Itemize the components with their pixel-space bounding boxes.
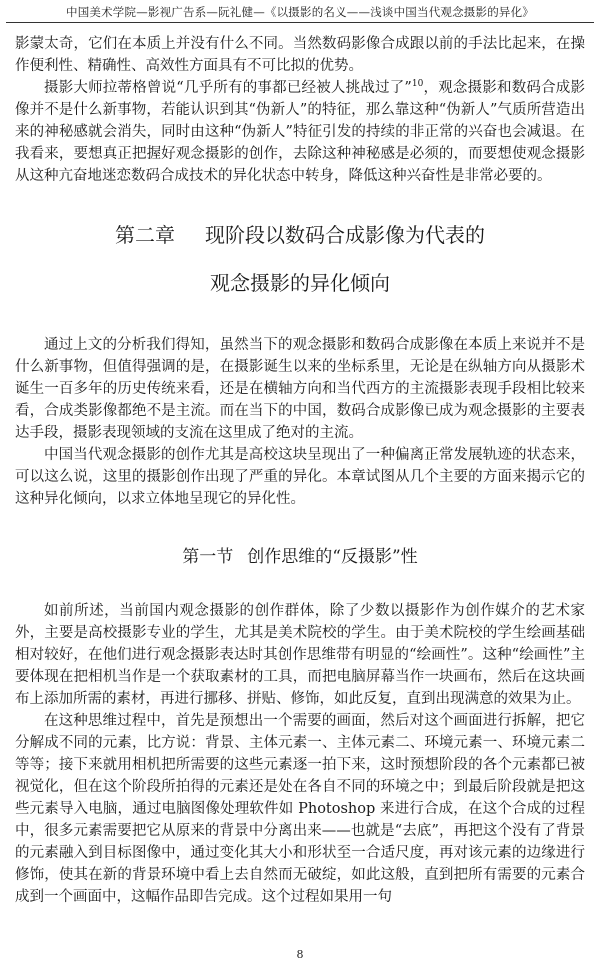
paragraph-2-text-b: ，观念摄影和数码合成影像并不是什么新事物，若能认识到其“伪新人”的特征，那么靠这种“伪新人”气质所营造出来的神秘感就会消失，同时由这种“伪新人”特征引发的持续的非正常的兴奋也会减退。在我看来，要想真正把握好观念摄影的创作，去除这种神秘感是必须的，而要想使观念摄影从这种亢奋地迷恋数码合成技术的异化状态中转身，降低这种兴奋性是非常必要的。 — [15, 80, 586, 184]
chapter-title-line1: 现阶段以数码合成影像为代表的 — [205, 223, 485, 247]
paragraph-6: 在这种思维过程中，首先是预想出一个需要的画面，然后对这个画面进行拆解，把它分解成不同的元素，比方说：背景、主体元素一、主体元素二、环境元素一、环境元素二等等；接下来就用相机把所需要的这些元素逐一拍下来，这时预想阶段的各个元素都已被视觉化，但在这个阶段所拍得的元素还是处在各自不同的环境之中；到最后阶段就是把这些元素导入电脑，通过电脑图像处理软件如 Photoshop 来进行合成，在这个合成的过程中，很多元素需要把它从原来的背景中分离出来——也就是“去底”，再把这个没有了背景的元素融入到目标图像中，通过变化其大小和形状至一合适尺度，再对该元素的边缘进行修饰，使其在新的背景环境中看上去自然而无破绽，如此这般，直到把所有需要的元素合成到一个画面中，这幅作品即告完成。这个过程如果用一句 — [15, 713, 585, 905]
section-heading — [15, 544, 585, 570]
paragraph-2 — [15, 77, 585, 187]
paragraph-1: 影蒙太奇，它们在本质上并没有什么不同。当然数码影像合成跟以前的手法比起来，在操作便利性、精确性、高效性方面具有不可比拟的优势。 — [15, 36, 585, 74]
paragraph-2-text-a: 摄影大师拉蒂格曾说“几乎所有的事都已经被人挑战过了” — [44, 80, 412, 96]
section-title: 创作思维的“反摄影”性 — [247, 547, 418, 567]
paragraph-4: 中国当代观念摄影的创作尤其是高校这块呈现出了一种偏离正常发展轨迹的状态来，可以这么说，这里的摄影创作出现了严重的异化。本章试图从几个主要的方面来揭示它的这种异化倾向，以求立体地呈现它的异化性。 — [15, 447, 585, 507]
chapter-number: 第二章 — [115, 223, 175, 247]
footnote-marker[interactable]: 10 — [411, 79, 424, 90]
header-rule — [6, 22, 594, 23]
page-body — [15, 33, 585, 908]
page-number: 8 — [296, 948, 304, 961]
chapter-heading — [15, 220, 585, 298]
paragraph-3: 通过上文的分析我们得知，虽然当下的观念摄影和数码合成影像在本质上来说并不是什么新事物，但值得强调的是，在摄影诞生以来的坐标系里，无论是在纵轴方向从摄影术诞生一百多年的历史传统来看，还是在横轴方向和当代西方的主流摄影表现手段相比较来看，合成类影像都绝不是主流。而在当下的中国，数码合成影像已成为观念摄影的主要表达手段，摄影表现领域的支流在这里成了绝对的主流。 — [15, 337, 585, 441]
chapter-title-line2: 观念摄影的异化倾向 — [210, 271, 390, 295]
paragraph-5: 如前所述，当前国内观念摄影的创作群体，除了少数以摄影作为创作媒介的艺术家外，主要是高校摄影专业的学生，尤其是美术院校的学生。由于美术院校的学生绘画基础相对较好，在他们进行观念摄影表达时其创作思维带有明显的“绘画性”。这种“绘画性”主要体现在把相机当作是一个获取素材的工具，而把电脑屏幕当作一块画布，然后在这块画布上添加所需的素材，再进行挪移、拼贴、修饰，如此反复，直到出现满意的效果为止。 — [15, 603, 585, 707]
section-number: 第一节 — [182, 547, 234, 567]
running-header: 中国美术学院—影视广告系—阮礼健—《以摄影的名义——浅谈中国当代观念摄影的异化》 — [66, 5, 534, 19]
